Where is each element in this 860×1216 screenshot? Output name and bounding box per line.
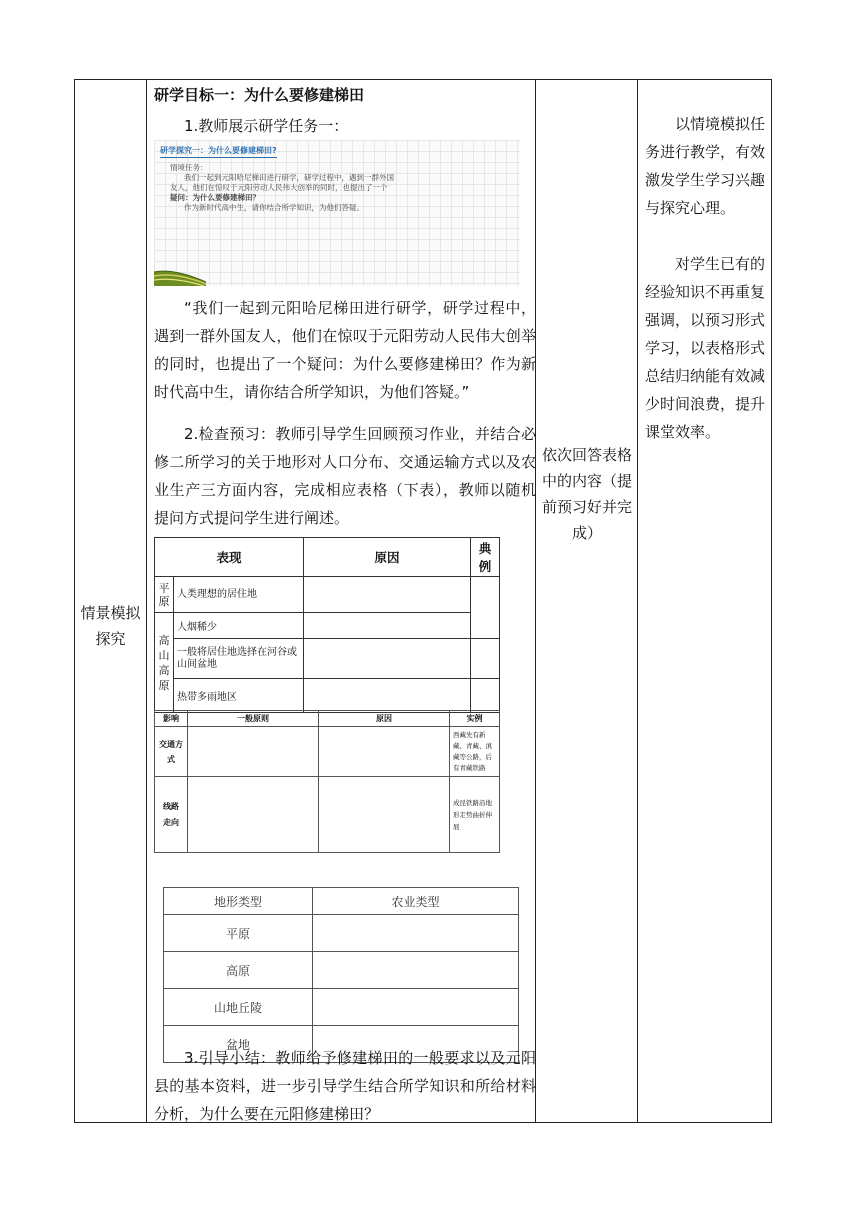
table-cell [304, 639, 471, 679]
design-intent [645, 110, 765, 446]
task-image-line: 情境任务： [170, 163, 208, 172]
terrain-type-cell: 平原 [164, 915, 313, 952]
table-cell: 一般将居住地选择在河谷或山间盆地 [174, 639, 304, 679]
table-header: 农业类型 [313, 888, 519, 915]
column-divider [637, 80, 638, 1122]
task-image-line: 友人，他们在惊叹于元阳劳动人民伟大创举的同时，也提出了一个 [170, 183, 388, 192]
task-image-title: 研学探究一：为什么要修建梯田? [160, 145, 277, 158]
table-header: 一般原则 [188, 711, 319, 727]
table-header: 原因 [304, 538, 471, 577]
terrain-type-cell: 山地丘陵 [164, 989, 313, 1026]
row-label: 高山高原 [155, 613, 174, 713]
step-2: 2.检查预习：教师引导学生回顾预习作业，并结合必修二所学习的关于地形对人口分布、交通运输方式以及农业生产三方面内容，完成相应表格（下表），教师以随机提问方式提问学生进行阐述。 [154, 425, 536, 527]
table-cell [188, 727, 319, 777]
task-image-line: 我们一起到元阳哈尼梯田进行研学，研学过程中，遇到一群外国 [184, 173, 394, 182]
agriculture-table [163, 887, 519, 1063]
row-label: 交通方式 [155, 727, 188, 777]
quote-paragraph: “我们一起到元阳哈尼梯田进行研学，研学过程中，遇到一群外国友人，他们在惊叹于元阳劳动人民伟大创举的同时，也提出了一个疑问：为什么要修建梯田？作为新时代高中生，请你结合所学知识，为他们答疑。” [154, 299, 536, 401]
design-intent-1: 以情境模拟任务进行教学，有效激发学生学习兴趣与探究心理。 [645, 115, 766, 217]
table-cell [304, 577, 471, 613]
table-header: 原因 [319, 711, 450, 727]
table-cell [313, 952, 519, 989]
table-header: 典例 [471, 538, 500, 577]
design-intent-2: 对学生已有的经验知识不再重复强调，以预习形式学习，以表格形式总结归纳能有效减少时间浪费，提升课堂效率。 [645, 255, 766, 441]
row-label: 线路走向 [155, 777, 188, 853]
table-cell: 人类理想的居住地 [174, 577, 304, 613]
task-image-line: 作为新时代高中生，请你结合所学知识，为他们答疑。 [184, 203, 364, 212]
table-header: 实例 [450, 711, 500, 727]
task-image-line: 疑问：为什么要修建梯田？ [170, 193, 260, 202]
table-cell [304, 679, 471, 713]
step-3: 3.引导小结：教师给予修建梯田的一般要求以及元阳县的基本资料，进一步引导学生结合所学知识和所给材料分析，为什么要在元阳修建梯田？ [154, 1049, 536, 1123]
step-1: 1.教师展示研学任务一： [184, 117, 349, 135]
table-cell [471, 577, 500, 639]
student-activity: 依次回答表格中的内容（提前预习好并完成） [541, 446, 632, 542]
column-divider [535, 80, 536, 1122]
transport-table [154, 710, 500, 853]
terrain-type-cell: 高原 [164, 952, 313, 989]
table-cell [319, 777, 450, 853]
row-label: 平原 [155, 577, 174, 613]
lesson-table [74, 79, 772, 1123]
column-divider [146, 80, 147, 1122]
table-cell [319, 727, 450, 777]
population-table [154, 537, 500, 713]
table-header: 影响 [155, 711, 188, 727]
table-cell [313, 915, 519, 952]
table-cell [471, 679, 500, 713]
table-cell [471, 639, 500, 679]
table-header: 表现 [155, 538, 304, 577]
table-cell: 西藏先有新藏、青藏、滇藏等公路，后有青藏铁路 [450, 727, 500, 777]
terrace-illustration [154, 260, 206, 286]
table-cell [304, 613, 471, 639]
table-cell: 人烟稀少 [174, 613, 304, 639]
section-heading: 研学目标一：为什么要修建梯田 [154, 86, 365, 104]
table-cell [313, 989, 519, 1026]
table-cell: 热带多雨地区 [174, 679, 304, 713]
task-screenshot-image [154, 140, 520, 286]
table-cell: 成昆铁路沿地形走势曲折伸展 [450, 777, 500, 853]
terrain-type-cell: 盆地 [164, 1026, 313, 1063]
table-cell [188, 777, 319, 853]
stage-label: 情景模拟探究 [80, 604, 141, 648]
table-header: 地形类型 [164, 888, 313, 915]
